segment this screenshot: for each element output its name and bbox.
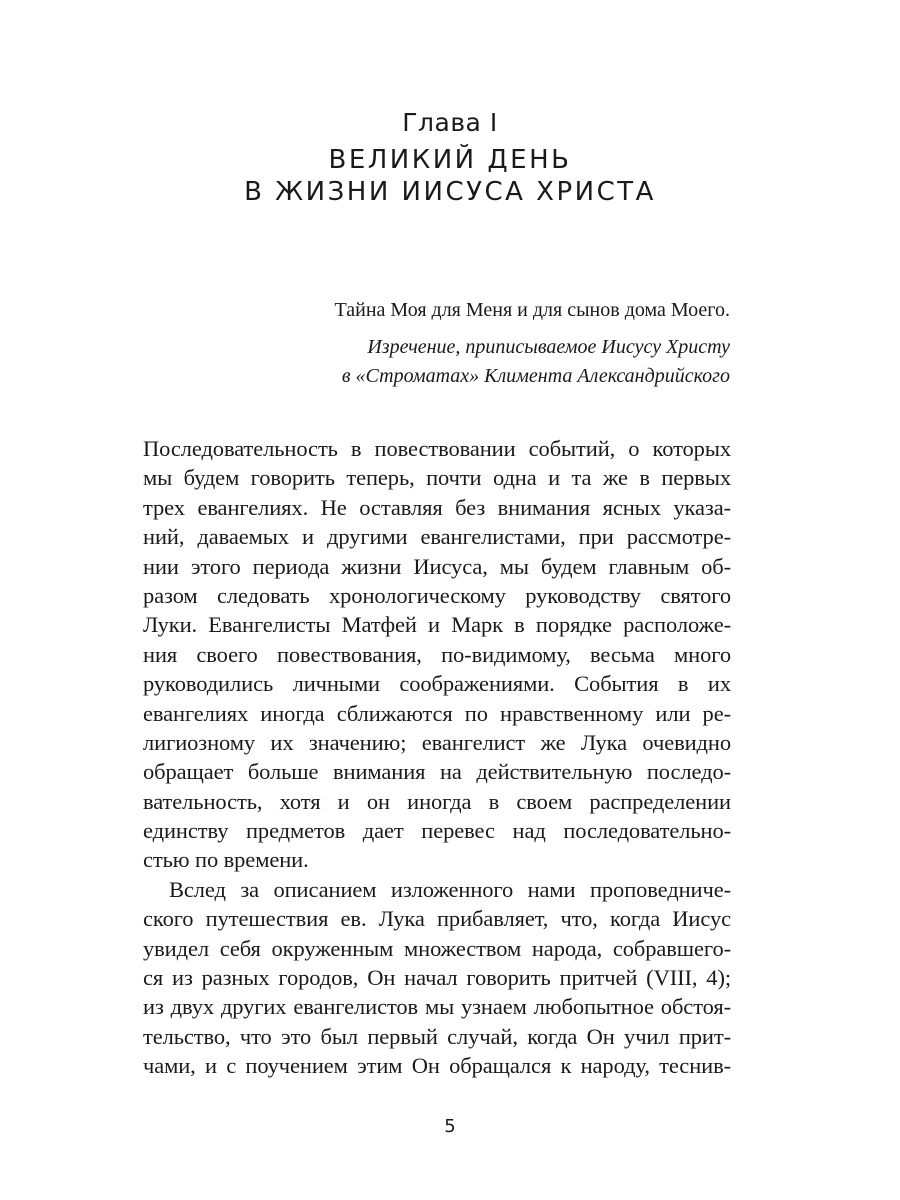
chapter-title-line-1: ВЕЛИКИЙ ДЕНЬ	[328, 145, 572, 175]
text-line: увидел себя окруженным множеством народа, собравшего-	[143, 935, 731, 961]
paragraph-2	[143, 875, 731, 1081]
text-line: Луки. Евангелисты Матфей и Марк в порядке расположе-	[143, 612, 731, 638]
chapter-title	[0, 144, 900, 208]
epigraph-source	[130, 333, 730, 391]
text-line: руководились личными соображениями. События в их	[143, 671, 731, 697]
epigraph-source-line-2: в «Строматах» Климента Александрийского	[341, 365, 730, 387]
text-line: стью по времени.	[143, 847, 309, 873]
text-line: обращает больше внимания на действительную последо-	[143, 759, 731, 785]
chapter-title-line-2: В ЖИЗНИ ИИСУСА ХРИСТА	[244, 177, 656, 207]
text-line: ского путешествия ев. Лука прибавляет, что, когда Иисус	[143, 906, 731, 932]
paragraph-1	[143, 434, 731, 875]
text-line: лигиозному их значению; евангелист же Лука очевидно	[143, 729, 731, 755]
text-line: тельство, что это был первый случай, когда Он учил прит-	[143, 1023, 731, 1049]
text-line: мы будем говорить теперь, почти одна и та же в первых	[143, 465, 731, 491]
text-line: Последовательность в повествовании событий, о которых	[143, 436, 731, 461]
page-number: 5	[444, 1116, 456, 1137]
text-line: разом следовать хронологическому руководству святого	[143, 582, 731, 608]
text-line: Вслед за описанием изложенного нами проповедниче-	[169, 876, 731, 902]
text-line: ний, даваемых и другими евангелистами, при рассмотре-	[143, 524, 731, 550]
epigraph-source-line-1: Изречение, приписываемое Иисусу Христу	[367, 336, 730, 358]
epigraph	[130, 296, 730, 391]
text-line: ния своего повествования, по-видимому, весьма много	[143, 641, 731, 667]
text-line: вательность, хотя и он иногда в своем распределении	[143, 788, 731, 814]
text-line: чами, и с поучением этим Он обращался к народу, теснив-	[143, 1053, 731, 1079]
text-line: ся из разных городов, Он начал говорить притчей (VIII, 4);	[143, 965, 731, 991]
text-line: из двух других евангелистов мы узнаем любопытное обстоя-	[143, 994, 731, 1020]
body-text	[143, 434, 731, 1081]
text-line: единству предметов дает перевес над последовательно-	[143, 818, 731, 844]
text-line: нии этого периода жизни Иисуса, мы будем главным об-	[143, 553, 731, 579]
epigraph-quote: Тайна Моя для Меня и для сынов дома Моего.	[334, 299, 730, 321]
chapter-label: Глава I	[402, 108, 498, 137]
text-line: евангелиях иногда сближаются по нравственному или ре-	[143, 700, 731, 726]
text-line: трех евангелиях. Не оставляя без внимания ясных указа-	[143, 494, 731, 520]
